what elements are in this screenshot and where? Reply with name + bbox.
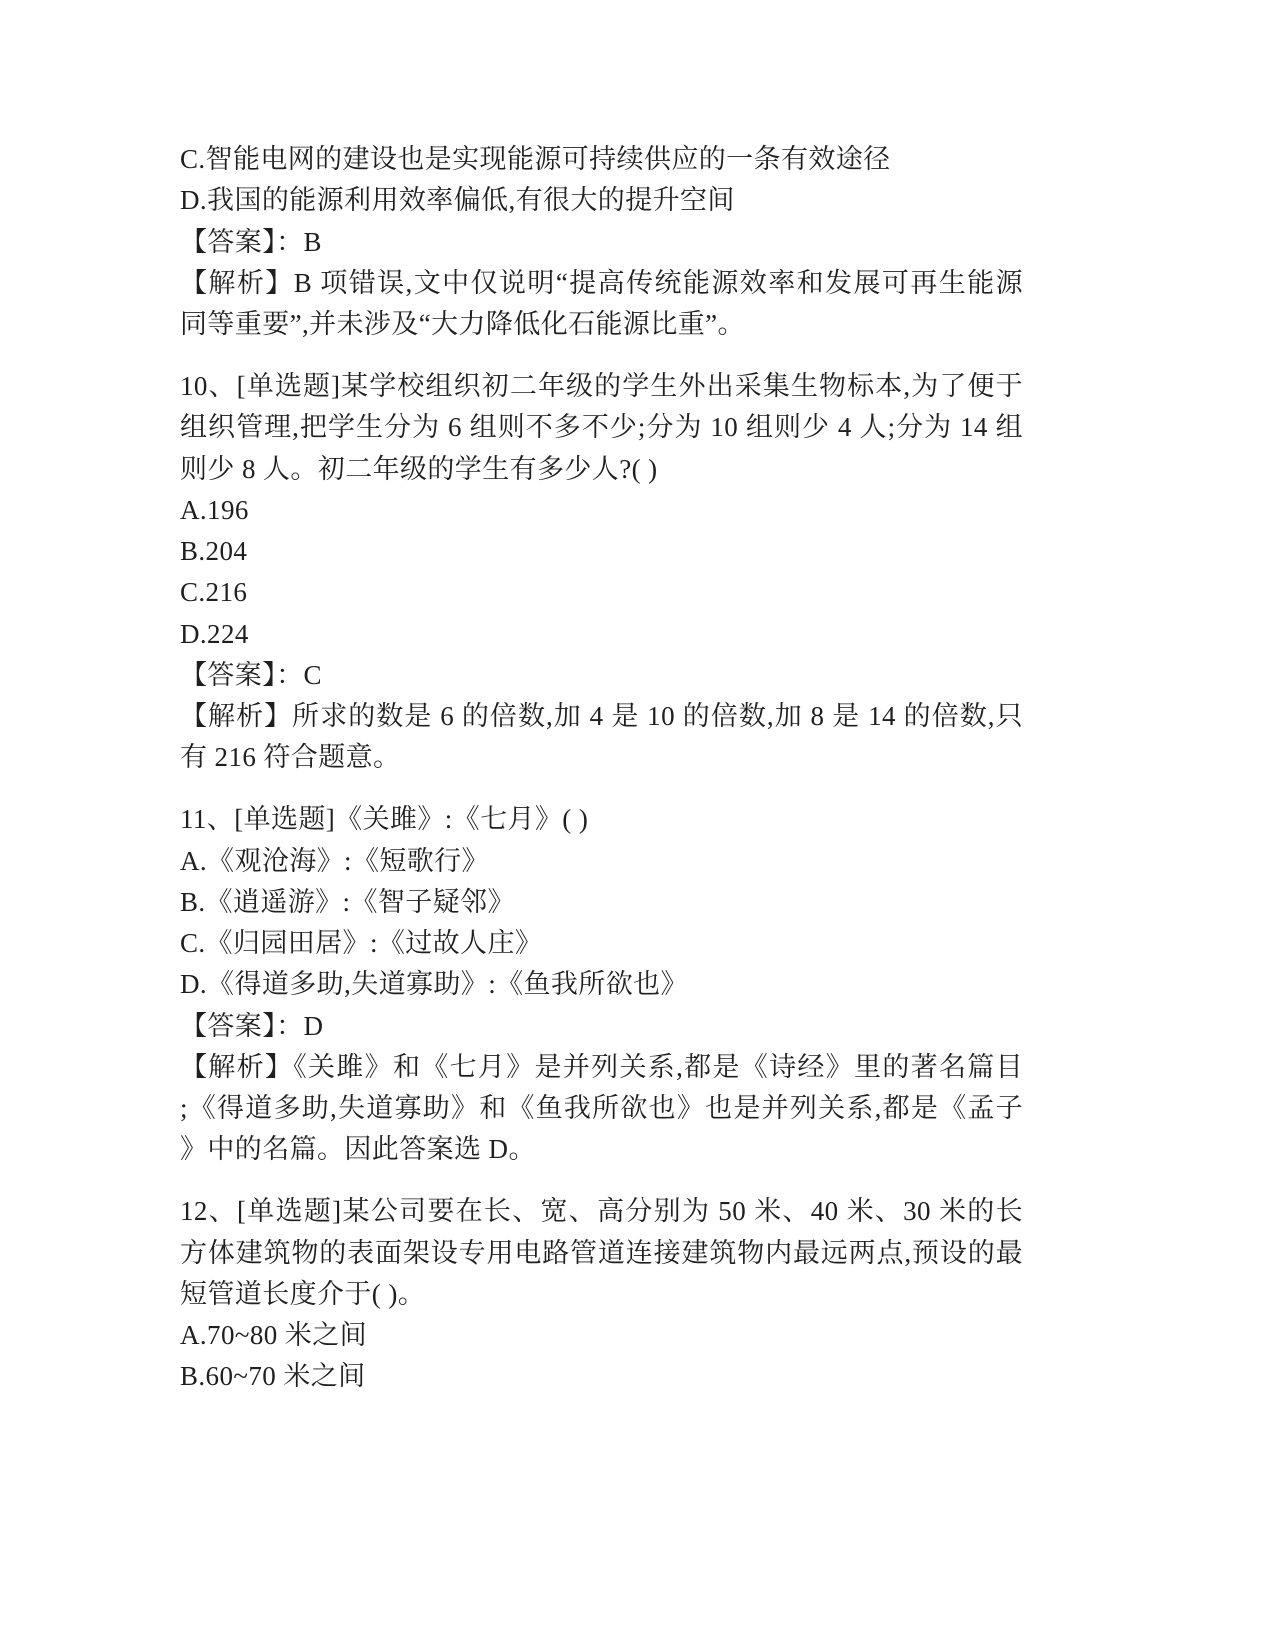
question-10-stem-line: 组织管理,把学生分为 6 组则不多不少;分为 10 组则少 4 人;分为 14 组 (180, 412, 1023, 443)
question-9-continued (180, 139, 1023, 345)
question-11-option-d: D.《得道多助,失道寡助》:《鱼我所欲也》 (180, 969, 688, 1000)
question-10-stem-line: 10、[单选题]某学校组织初二年级的学生外出采集生物标本,为了便于 (180, 371, 1023, 401)
question-9-analysis-line: 同等重要”,并未涉及“大力降低化石能源比重”。 (180, 309, 745, 339)
question-12-stem-line: 方体建筑物的表面架设专用电路管道连接建筑物内最远两点,预设的最 (180, 1237, 1023, 1268)
question-10-stem-line: 则少 8 人。初二年级的学生有多少人?( ) (180, 453, 658, 484)
question-10-option-b: B.204 (180, 536, 248, 566)
question-12 (180, 1191, 1023, 1397)
question-12-option-b: B.60~70 米之间 (180, 1361, 366, 1392)
page-content (180, 139, 1023, 1418)
question-10-answer: 【答案】：C (180, 659, 322, 690)
question-11-option-b: B.《逍遥游》:《智子疑邻》 (180, 886, 515, 917)
question-12-option-a: A.70~80 米之间 (180, 1320, 368, 1350)
question-9-option-d: D.我国的能源利用效率偏低,有很大的提升空间 (180, 185, 735, 216)
question-10-option-c: C.216 (180, 577, 248, 608)
question-11-option-a: A.《观沧海》:《短歌行》 (180, 845, 489, 876)
question-10 (180, 366, 1023, 779)
question-11-analysis-line: 【解析】《关雎》和《七月》是并列关系,都是《诗经》里的著名篇目 (180, 1051, 1023, 1082)
question-10-analysis-line: 有 216 符合题意。 (180, 742, 401, 773)
question-11-stem-line: 11、[单选题]《关雎》:《七月》( ) (180, 804, 589, 835)
question-12-stem-line: 12、[单选题]某公司要在长、宽、高分别为 50 米、40 米、30 米的长 (180, 1196, 1023, 1227)
question-11-analysis-line: ;《得道多助,失道寡助》和《鱼我所欲也》也是并列关系,都是《孟子 (180, 1093, 1023, 1123)
question-10-option-d: D.224 (180, 618, 249, 649)
question-11-analysis-line: 》中的名篇。因此答案选 D。 (180, 1134, 536, 1165)
question-10-analysis-line: 【解析】所求的数是 6 的倍数,加 4 是 10 的倍数,加 8 是 14 的倍数,只 (180, 701, 1023, 731)
question-11-option-c: C.《归园田居》:《过故人庄》 (180, 928, 543, 958)
question-12-stem-line: 短管道长度介于( )。 (180, 1278, 426, 1309)
question-9-option-c: C.智能电网的建设也是实现能源可持续供应的一条有效途径 (180, 144, 891, 174)
question-9-analysis-line: 【解析】B 项错误,文中仅说明“提高传统能源效率和发展可再生能源 (180, 267, 1023, 298)
question-9-answer: 【答案】：B (180, 226, 322, 257)
question-11-answer: 【答案】：D (180, 1010, 324, 1041)
question-11 (180, 799, 1023, 1170)
question-10-option-a: A.196 (180, 494, 249, 525)
